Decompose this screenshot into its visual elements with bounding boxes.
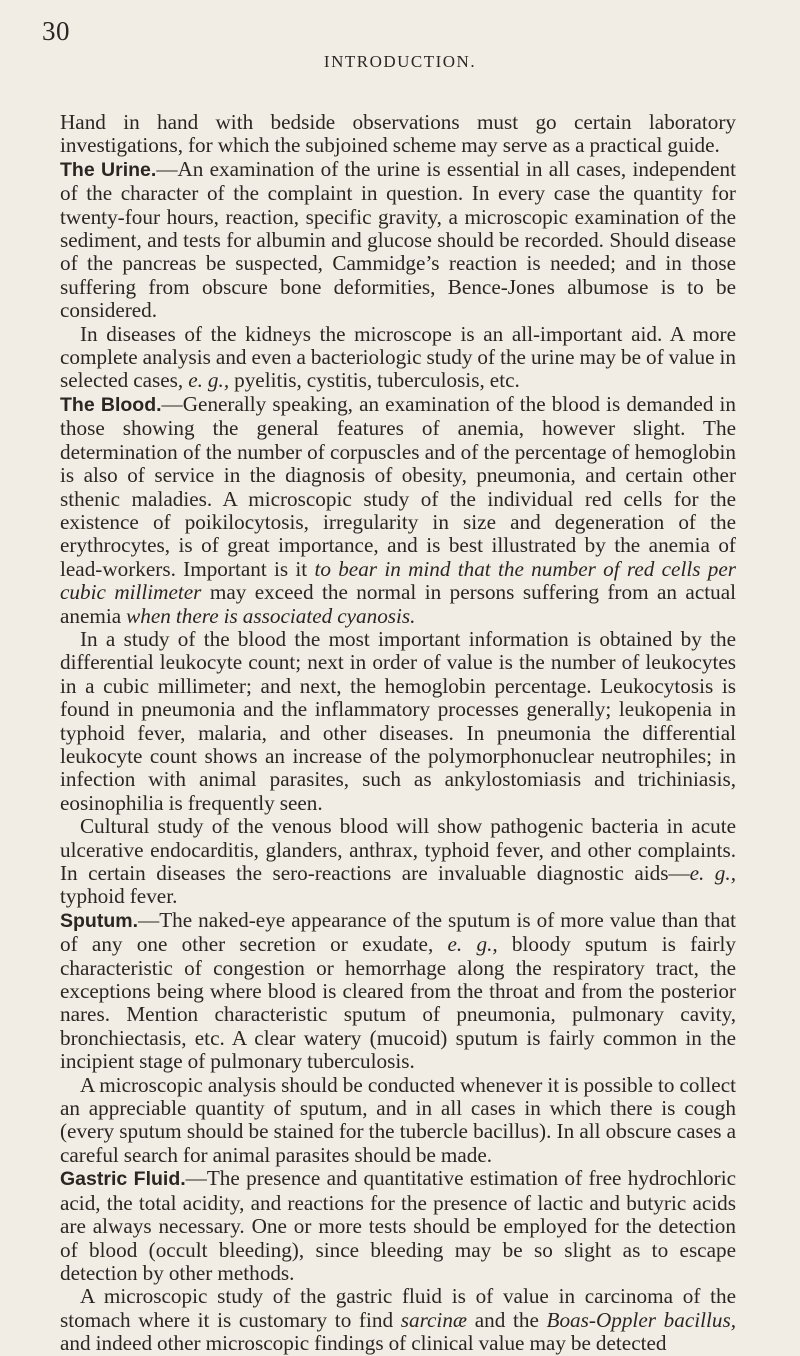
italic-text: to bear in mind that the number of red cells per cubic millimeter bbox=[60, 556, 736, 605]
paragraph-text: —The presence and quantitative estimation of free hydrochloric acid, the total acidity, and reactions for the presence of lactic and butyric acids are always necessary. One or more tests should be employed for the detection of blood (occult bleeding), since bleeding may be so slight as to escape detection by other methods. bbox=[60, 1166, 736, 1285]
paragraph-sputum-microscopic: A microscopic analysis should be conducted whenever it is possible to collect an appreciable quantity of sputum, and in all cases in which there is cough (every sputum should be stained for the tubercle bacillus). In all obscure cases a careful search for animal parasites should be made. bbox=[60, 1072, 736, 1167]
section-heading-urine: The Urine. bbox=[60, 158, 157, 181]
paragraph-leukocytes: In a study of the blood the most important information is obtained by the differential leukocyte count; next in order of value is the number of leukocytes in a cubic millimeter; and next, the hemoglobin percentage. Leukocytosis is found in pneumonia and the inflammatory processes generally; leukopenia in typhoid fever, malaria, and other diseases. In pneumonia the differential leukocyte count shows an increase of the polymorphonuclear neutrophiles; in infection with animal parasites, such as ankylostomiasis and trichiniasis, eosinophilia is frequently seen. bbox=[60, 626, 736, 815]
italic-text: e. g., bbox=[447, 932, 498, 957]
paragraph-blood bbox=[60, 393, 736, 628]
body-text bbox=[60, 111, 736, 1356]
paragraph-sputum bbox=[60, 909, 736, 1074]
italic-text: Boas-Oppler bacillus, bbox=[546, 1307, 737, 1332]
paragraph-text: and indeed other microscopic findings of clinical value may be detected bbox=[60, 1331, 667, 1356]
running-head: INTRODUCTION. bbox=[323, 52, 477, 71]
paragraph-text: In diseases of the kidneys the microscope is an all-important aid. A more complete analysis and even a bacteriologic study of the urine may be of value in selected cases, bbox=[60, 321, 736, 393]
paragraph-gastric-microscopic bbox=[60, 1285, 736, 1355]
paragraph-text: typhoid fever. bbox=[60, 884, 178, 909]
italic-text: e. g., bbox=[188, 368, 230, 393]
paragraph-gastric bbox=[60, 1167, 736, 1285]
italic-text: when there is associated cyanosis. bbox=[126, 603, 416, 628]
italic-text: e. g., bbox=[689, 861, 736, 885]
italic-text: sarcinæ bbox=[400, 1307, 468, 1332]
paragraph-text: Cultural study of the venous blood will show pathogenic bacteria in acute ulcerative endocarditis, glanders, anthrax, typhoid fever, and other complaints. In certain diseases the sero-reactions are invaluable diagnostic aids— bbox=[60, 814, 736, 885]
paragraph-text: pyelitis, cystitis, tuberculosis, etc. bbox=[229, 368, 520, 393]
paragraph-text: and the bbox=[467, 1307, 547, 1332]
paragraph-cultural bbox=[60, 815, 736, 909]
paragraph-text: may exceed the normal in persons suffering from an actual anemia bbox=[60, 580, 736, 628]
paragraph-text: —The naked-eye appearance of the sputum is of more value than that of any one other secretion or exudate, bbox=[60, 907, 736, 957]
paragraph-intro: Hand in hand with bedside observations must go certain laboratory investigations, for which the subjoined scheme may serve as a practical guide. bbox=[60, 110, 736, 158]
section-heading-blood: The Blood. bbox=[60, 393, 162, 416]
section-heading-gastric: Gastric Fluid. bbox=[60, 1168, 186, 1191]
paragraph-urine bbox=[60, 158, 736, 323]
section-heading-sputum: Sputum. bbox=[60, 909, 138, 932]
paragraph-text: A microscopic study of the gastric fluid is of value in carcinoma of the stomach where it is customary to find bbox=[60, 1284, 736, 1332]
paragraph-text: bloody sputum is fairly characteristic of congestion or hemorrhage along the respiratory tract, the exceptions being where blood is cleared from the throat and from the posterior nares. Mention characteristic sputum of pneumonia, pulmonary cavity, bronchiectasis, etc. A clear watery (mucoid) sputum is fairly common in the incipient stage of pulmonary tuberculosis. bbox=[60, 932, 736, 1074]
paragraph-text: —Generally speaking, an examination of the blood is demanded in those showing the general features of anemia, however slight. The determination of the number of corpuscles and of the percentage of hemoglobin is also of service in the diagnosis of obesity, pneumonia, and certain other sthenic maladies. A microscopic study of the individual red cells for the existence of poikilocytosis, irregularity in size and degeneration of the erythrocytes, is of great importance, and is best illustrated by the anemia of lead-workers. Important is it bbox=[60, 391, 736, 581]
paragraph-kidneys bbox=[60, 323, 736, 393]
paragraph-text: —An examination of the urine is essential in all cases, independent of the character of the complaint in question. In every case the quantity for twenty-four hours, reaction, specific gravity, a microscopic examination of the sediment, and tests for albumin and glucose should be recorded. Should disease of the pancreas be suspected, Cammidge’s reaction is needed; and in those suffering from obscure bone deformities, Bence-Jones albumose is to be considered. bbox=[60, 156, 736, 323]
page-number: 30 bbox=[42, 16, 70, 46]
